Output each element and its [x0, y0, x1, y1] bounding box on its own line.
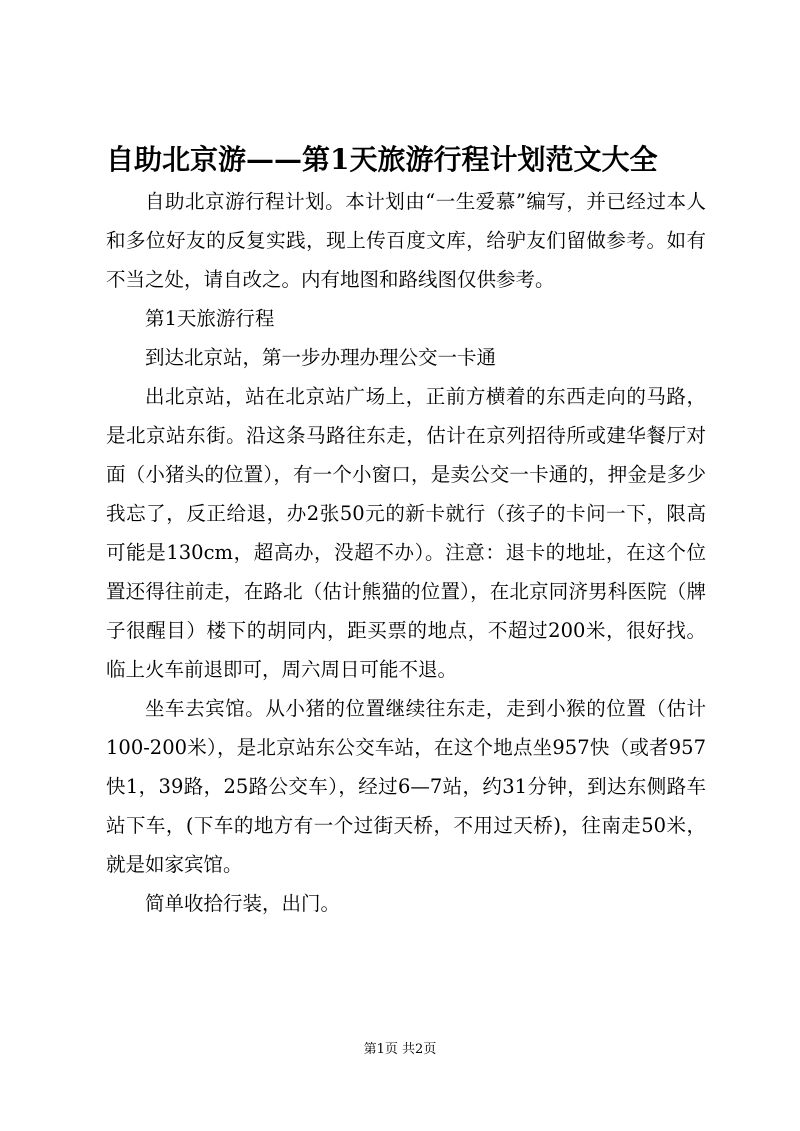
page-footer: 第1页 共2页: [363, 1042, 437, 1057]
paragraph-intro: 自助北京游行程计划。本计划由“一生爱慕”编写，并已经过本人和多位好友的反复实践，现上传百度文库，给驴友们留做参考。如有不当之处，请自改之。内有地图和路线图仅供参考。: [106, 190, 706, 291]
paragraph-arrival: 到达北京站，第一步办理办理公交一卡通: [145, 346, 497, 369]
paragraph-bus-to-hotel: 坐车去宾馆。从小猪的位置继续往东走，走到小猴的位置（估计100-200米），是北京站东公交车站，在这个地点坐957快（或者957快1，39路，25路公交车），经过6—7站，约31分钟，到达东侧路车站下车，(下车的地方有一个过街天桥，不用过天桥)，往南走50米，就是如家宾馆。: [106, 697, 706, 876]
document-title: 自助北京游——第1天旅游行程计划范文大全: [106, 143, 658, 176]
paragraph-card-office: 出北京站，站在北京站广场上，正前方横着的东西走向的马路，是北京站东街。沿这条马路往东走，估计在京列招待所或建华餐厅对面（小猪头的位置），有一个小窗口，是卖公交一卡通的，押金是多少我忘了，反正给退，办2张50元的新卡就行（孩子的卡问一下，限高可能是130cm，超高办，没超不办）。注意：退卡的地址，在这个位置还得往前走，在路北（估计熊猫的位置），在北京同济男科医院（牌子很醒目）楼下的胡同内，距买票的地点，不超过200米，很好找。临上火车前退即可，周六周日可能不退。: [106, 385, 706, 681]
document-body: [106, 182, 706, 923]
paragraph-day1-heading: 第1天旅游行程: [145, 307, 275, 330]
paragraph-pack-up: 简单收拾行装，出门。: [145, 892, 341, 915]
